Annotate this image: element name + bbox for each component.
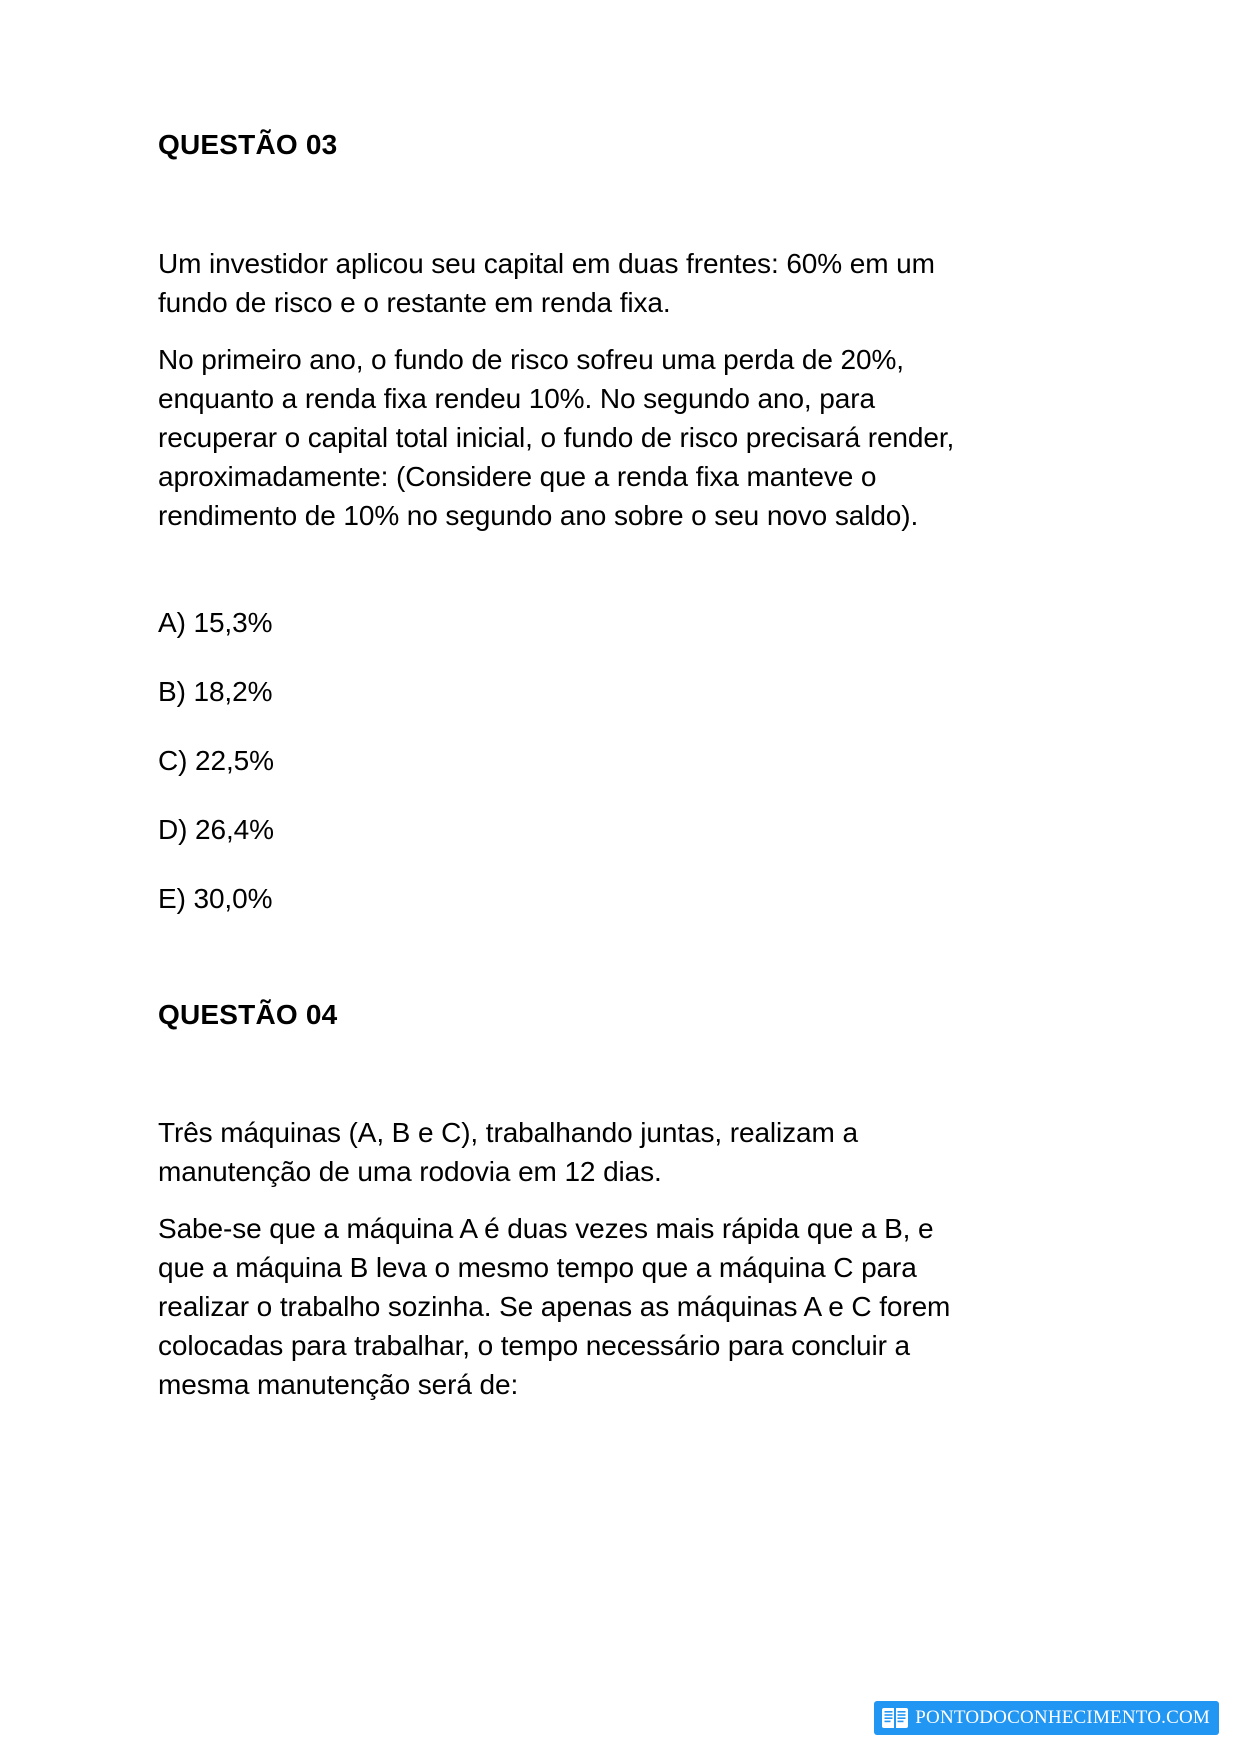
question-04-heading: QUESTÃO 04: [158, 998, 338, 1030]
question-03-options: [158, 603, 958, 918]
site-watermark-badge[interactable]: [874, 1701, 1219, 1735]
document-content: [158, 0, 958, 1404]
option-c[interactable]: C) 22,5%: [158, 744, 274, 776]
question-03-paragraph-2: No primeiro ano, o fundo de risco sofreu uma perda de 20%, enquanto a renda fixa rendeu 10%. No segundo ano, para recuperar o capital total inicial, o fundo de risco precisará render, aproximadamente: (Considere que a renda fixa manteve o rendimento de 10% no segundo ano sobre o seu novo saldo).: [158, 343, 955, 531]
book-icon: [881, 1706, 909, 1730]
option-b[interactable]: B) 18,2%: [158, 675, 273, 707]
option-d[interactable]: D) 26,4%: [158, 813, 274, 845]
spacer: [158, 322, 958, 340]
option-a[interactable]: A) 15,3%: [158, 606, 273, 638]
question-04-paragraph-2: Sabe-se que a máquina A é duas vezes mais rápida que a B, e que a máquina B leva o mesmo tempo que a máquina C para realizar o trabalho sozinha. Se apenas as máquinas A e C forem colocadas para trabalhar, o tempo necessário para concluir a mesma manutenção será de:: [158, 1213, 951, 1401]
spacer: [158, 162, 958, 244]
spacer: [158, 918, 958, 998]
question-04-paragraph-1: Três máquinas (A, B e C), trabalhando juntas, realizam a manutenção de uma rodovia em 12 dias.: [158, 1117, 858, 1188]
spacer: [158, 535, 958, 603]
question-03-paragraph-1: Um investidor aplicou seu capital em duas frentes: 60% em um fundo de risco e o restante em renda fixa.: [158, 247, 935, 318]
question-03-heading: QUESTÃO 03: [158, 129, 338, 160]
spacer: [158, 1191, 958, 1209]
spacer: [158, 1031, 958, 1113]
watermark-label: PONTODOCONHECIMENTO.COM: [915, 1707, 1210, 1728]
option-e[interactable]: E) 30,0%: [158, 882, 273, 914]
